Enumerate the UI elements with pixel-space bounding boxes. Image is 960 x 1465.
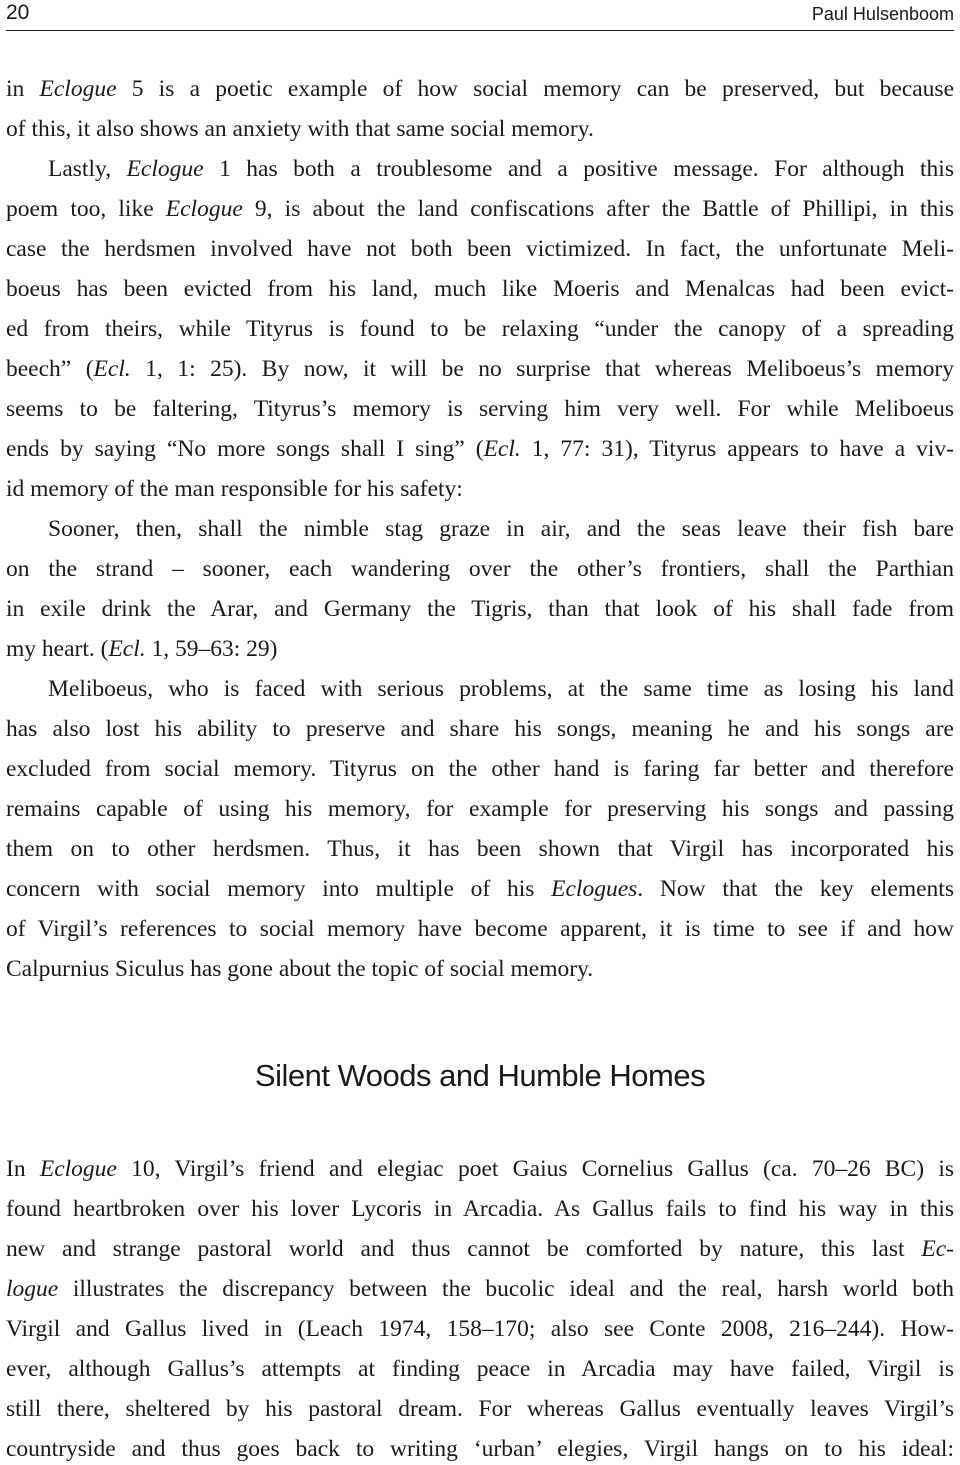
text-line (6, 954, 954, 984)
text-run: Lastly, (48, 156, 127, 182)
text-run: 1, 77: 31), Tityrus appears to have a viv- (520, 436, 954, 462)
text-run: of Virgil’s references to social memory have become apparent, it is time to see if and how (6, 916, 954, 942)
italic-text: Ec- (921, 1236, 954, 1262)
text-line (6, 354, 954, 384)
text-run: . Now that the key elements (637, 876, 954, 902)
text-run: 1 has both a troublesome and a positive message. For although this (203, 156, 954, 182)
text-run: 1, 1: 25). By now, it will be no surprise that whereas Meliboeus’s memory (130, 356, 954, 382)
text-line (6, 314, 954, 344)
text-run: has also lost his ability to preserve and share his songs, meaning he and his songs are (6, 716, 954, 742)
text-line (6, 474, 954, 504)
text-run: of this, it also shows an anxiety with that same social memory. (6, 116, 594, 142)
text-run: ed from theirs, while Tityrus is found to be relaxing “under the canopy of a spreading (6, 316, 954, 342)
italic-text: Ecl. (108, 636, 146, 662)
text-run: on the strand – sooner, each wandering over the other’s frontiers, shall the Parthian (6, 556, 954, 582)
text-line (6, 194, 954, 224)
text-run: case the herdsmen involved have not both been victimized. In fact, the unfortunate Meli- (6, 236, 954, 262)
text-line (6, 674, 954, 704)
text-run: Sooner, then, shall the nimble stag graze in air, and the seas leave their fish bare (48, 516, 954, 542)
quote-line (6, 594, 954, 624)
running-header (6, 0, 954, 31)
italic-text: logue (6, 1276, 59, 1302)
italic-text: Eclogue (39, 1156, 117, 1182)
text-run: 1, 59–63: 29) (145, 636, 278, 662)
text-run: poem too, like (6, 196, 166, 222)
text-run: beech” ( (6, 356, 94, 382)
text-run: in exile drink the Arar, and Germany the Tigris, than that look of his shall fade from (6, 596, 954, 622)
text-run: illustrates the discrepancy between the bucolic ideal and the real, harsh world both (58, 1276, 954, 1302)
italic-text: Eclogue (39, 76, 117, 102)
text-line (6, 1154, 954, 1184)
text-run: id memory of the man responsible for his safety: (6, 476, 463, 502)
text-run: excluded from social memory. Tityrus on the other hand is faring far better and therefore (6, 756, 954, 782)
text-line (6, 834, 954, 864)
italic-text: Ecl. (483, 436, 521, 462)
text-run: Calpurnius Siculus has gone about the topic of social memory. (6, 956, 594, 982)
text-run: new and strange pastoral world and thus cannot be comforted by nature, this last (6, 1236, 922, 1262)
page-number: 20 (6, 1, 30, 24)
text-run: 5 is a poetic example of how social memory can be preserved, but because (116, 76, 954, 102)
text-run: seems to be faltering, Tityrus’s memory is serving him very well. For while Meliboeus (6, 396, 954, 422)
section-heading: Silent Woods and Humble Homes (254, 1058, 706, 1093)
text-line (6, 754, 954, 784)
text-line (6, 1434, 954, 1464)
text-line (6, 394, 954, 424)
text-run: them on to other herdsmen. Thus, it has been shown that Virgil has incorporated his (6, 836, 954, 862)
text-line (6, 154, 954, 184)
text-line (6, 714, 954, 744)
italic-text: Eclogue (165, 196, 243, 222)
quote-line (6, 514, 954, 544)
text-run: ends by saying “No more songs shall I sing” ( (6, 436, 484, 462)
text-line (6, 434, 954, 464)
text-line (6, 794, 954, 824)
text-line (6, 114, 954, 144)
text-line (6, 1194, 954, 1224)
italic-text: Eclogues (551, 876, 638, 902)
text-line (6, 74, 954, 104)
text-run: 10, Virgil’s friend and elegiac poet Gaius Cornelius Gallus (ca. 70–26 BC) is (116, 1156, 954, 1182)
text-line (6, 274, 954, 304)
text-run: Virgil and Gallus lived in (Leach 1974, 158–170; also see Conte 2008, 216–244). How- (6, 1316, 954, 1342)
running-head-author: Paul Hulsenboom (811, 4, 954, 24)
text-line (6, 874, 954, 904)
text-run: ever, although Gallus’s attempts at finding peace in Arcadia may have failed, Virgil is (6, 1356, 954, 1382)
quote-line (6, 554, 954, 584)
text-run: my heart. ( (6, 636, 109, 662)
text-line (6, 914, 954, 944)
text-line (6, 1274, 954, 1304)
text-run: In (6, 1156, 40, 1182)
text-line (6, 1354, 954, 1384)
text-run: in (6, 76, 40, 102)
text-run: countryside and thus goes back to writing ‘urban’ elegies, Virgil hangs on to his ideal: (6, 1436, 954, 1462)
italic-text: Eclogue (126, 156, 204, 182)
quote-line (6, 634, 954, 664)
text-line (6, 1394, 954, 1424)
text-line (6, 1314, 954, 1344)
text-run: found heartbroken over his lover Lycoris in Arcadia. As Gallus fails to find his way in this (6, 1196, 954, 1222)
text-line (6, 234, 954, 264)
text-line (6, 1234, 954, 1264)
text-run: still there, sheltered by his pastoral dream. For whereas Gallus eventually leaves Virgil’s (6, 1396, 954, 1422)
text-run: concern with social memory into multiple of his (6, 876, 552, 902)
text-run: Meliboeus, who is faced with serious problems, at the same time as losing his land (48, 676, 954, 702)
text-run: 9, is about the land confiscations after the Battle of Phillipi, in this (242, 196, 954, 222)
text-run: remains capable of using his memory, for example for preserving his songs and passing (6, 796, 954, 822)
italic-text: Ecl. (93, 356, 131, 382)
text-run: boeus has been evicted from his land, much like Moeris and Menalcas had been evict- (6, 276, 954, 302)
